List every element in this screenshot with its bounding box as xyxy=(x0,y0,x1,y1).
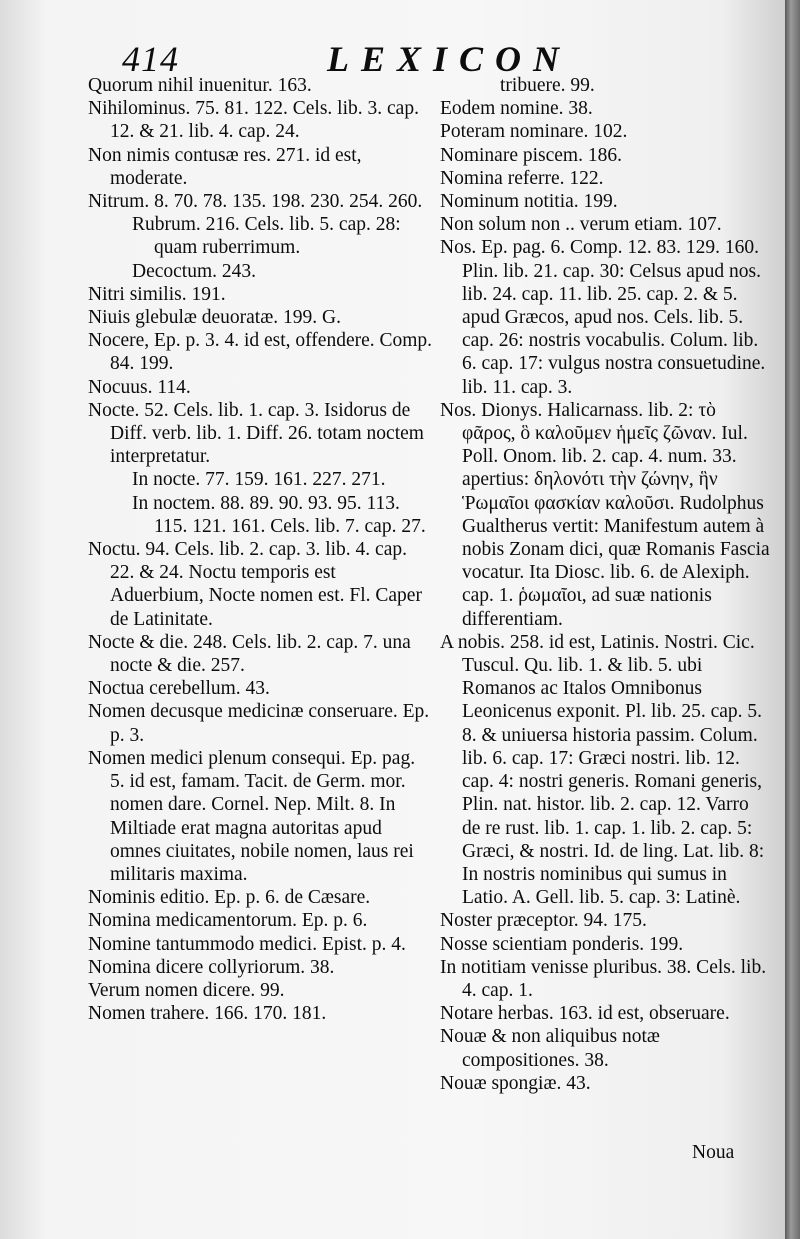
entry: Verum nomen dicere. 99. xyxy=(88,979,285,1001)
entry: Notare herbas. 163. id est, obseruare. xyxy=(440,1003,730,1025)
entry: Nomen trahere. 166. 170. 181. xyxy=(88,1003,327,1025)
entry: Nominum notitia. 199. xyxy=(440,191,618,213)
page-number: 414 xyxy=(122,39,179,79)
entry: Nouæ & non aliquibus notæ compositiones. 38. xyxy=(440,1026,660,1071)
entry: Nomine tantummodo medici. Epist. p. 4. xyxy=(88,933,406,955)
running-title: LEXICON xyxy=(327,39,572,79)
entry: Nocere, Ep. p. 3. 4. id est, offendere. Comp. 84. 199. xyxy=(88,330,433,375)
right-column xyxy=(440,74,770,1095)
entry: Noster præceptor. 94. 175. xyxy=(440,910,647,932)
entry: A nobis. 258. id est, Latinis. Nostri. Cic. Tuscul. Qu. lib. 1. & lib. 5. ubi Romanos ac Italos Omnibonus Leonicenus exponit. Pl. lib. 25. cap. 5. 8. & uniuersa historia passim. Colum. lib. 6. cap. 17: Græci nostri. lib. 12. cap. 4: nostri generis. Romani generis, Plin. nat. histor. lib. 2. cap. 12. Varro de re rust. lib. 1. cap. 1. lib. 2. cap. 5: Græci, & nostri. Id. de ling. Lat. lib. 8: In nostris nominibus qui sumus in Latio. A. Gell. lib. 5. cap. 3: Latinè. xyxy=(440,631,765,909)
entry: Nomina medicamentorum. Ep. p. 6. xyxy=(88,910,368,932)
entry: Quorum nihil inuenitur. 163. xyxy=(88,75,312,96)
sub-entry: In noctem. 88. 89. 90. 93. 95. 113. 115. 121. 161. Cels. lib. 7. cap. 27. xyxy=(132,492,426,537)
entry: Nos. Dionys. Halicarnass. lib. 2: τὸ φᾶρος, ὃ καλοῦμεν ἡμεῖς ζῶναν. Iul. Poll. Onom. lib. 2. cap. 4. num. 33. apertius: δηλονότι τὴν ζώνην, ἣν Ῥωμαῖοι φασκίαν καλοῦσι. Rudolphus Gualtherus vertit: Manifestum autem à nobis Zonam dici, quæ Romanis Fascia vocatur. Ita Diosc. lib. 6. de Alexiph. cap. 1. ῥωμαῖοι, ad suæ nationis differentiam. xyxy=(440,399,770,630)
entry: In notitiam venisse pluribus. 38. Cels. lib. 4. cap. 1. xyxy=(440,956,767,1001)
sub-entry: Decoctum. 243. xyxy=(132,260,257,282)
entry: Nosse scientiam ponderis. 199. xyxy=(440,933,684,955)
entry: Non solum non .. verum etiam. 107. xyxy=(440,214,722,236)
continuation-line: tribuere. 99. xyxy=(500,75,595,96)
entry: Nihilominus. 75. 81. 122. Cels. lib. 3. cap. 12. & 21. lib. 4. cap. 24. xyxy=(88,98,419,143)
catchword: Noua xyxy=(692,1142,735,1163)
entry: Nitrum. 8. 70. 78. 135. 198. 230. 254. 260. xyxy=(88,191,423,213)
entry: Nomen decusque medicinæ conseruare. Ep. p. 3. xyxy=(88,701,430,746)
entry: Nomen medici plenum consequi. Ep. pag. 5. id est, famam. Tacit. de Germ. mor. nomen dare. Cornel. Nep. Milt. 8. In Miltiade erat magna autoritas apud omnes ciuitates, nobile nomen, laus rei militaris maxima. xyxy=(88,747,416,885)
entry: Niuis glebulæ deuoratæ. 199. G. xyxy=(88,307,341,329)
entry: Nitri similis. 191. xyxy=(88,283,226,305)
entry: Nocte. 52. Cels. lib. 1. cap. 3. Isidorus de Diff. verb. lib. 1. Diff. 26. totam noctem interpretatur. xyxy=(88,399,424,468)
entry: Nominis editio. Ep. p. 6. de Cæsare. xyxy=(88,887,371,909)
entry: Non nimis contusæ res. 271. id est, moderate. xyxy=(88,144,362,189)
entry: Nouæ spongiæ. 43. xyxy=(440,1072,591,1094)
entry: Nos. Ep. pag. 6. Comp. 12. 83. 129. 160. Plin. lib. 21. cap. 30: Celsus apud nos. lib. 24. cap. 11. lib. 25. cap. 2. & 5. apud Græcos, apud nos. Cels. lib. 5. cap. 26: nostris vocabulis. Colum. lib. 6. cap. 17: vulgus nostra consuetudine. lib. 11. cap. 3. xyxy=(440,237,766,398)
entry: Nominare piscem. 186. xyxy=(440,144,622,166)
page-edge xyxy=(785,0,800,1239)
sub-entry: Rubrum. 216. Cels. lib. 5. cap. 28: quam ruberrimum. xyxy=(132,214,401,259)
entry: Nocuus. 114. xyxy=(88,376,191,398)
entry: Nomina referre. 122. xyxy=(440,167,604,189)
left-column xyxy=(88,74,433,1025)
entry: Poteram nominare. 102. xyxy=(440,121,628,143)
entry: Noctua cerebellum. 43. xyxy=(88,678,270,700)
sub-entry: In nocte. 77. 159. 161. 227. 271. xyxy=(132,469,386,491)
entry: Nocte & die. 248. Cels. lib. 2. cap. 7. una nocte & die. 257. xyxy=(88,631,411,677)
entry: Noctu. 94. Cels. lib. 2. cap. 3. lib. 4. cap. 22. & 24. Noctu temporis est Aduerbium, Nocte nomen est. Fl. Caper de Latinitate. xyxy=(88,539,422,630)
entry: Eodem nomine. 38. xyxy=(440,98,593,120)
entry: Nomina dicere collyriorum. 38. xyxy=(88,956,335,978)
